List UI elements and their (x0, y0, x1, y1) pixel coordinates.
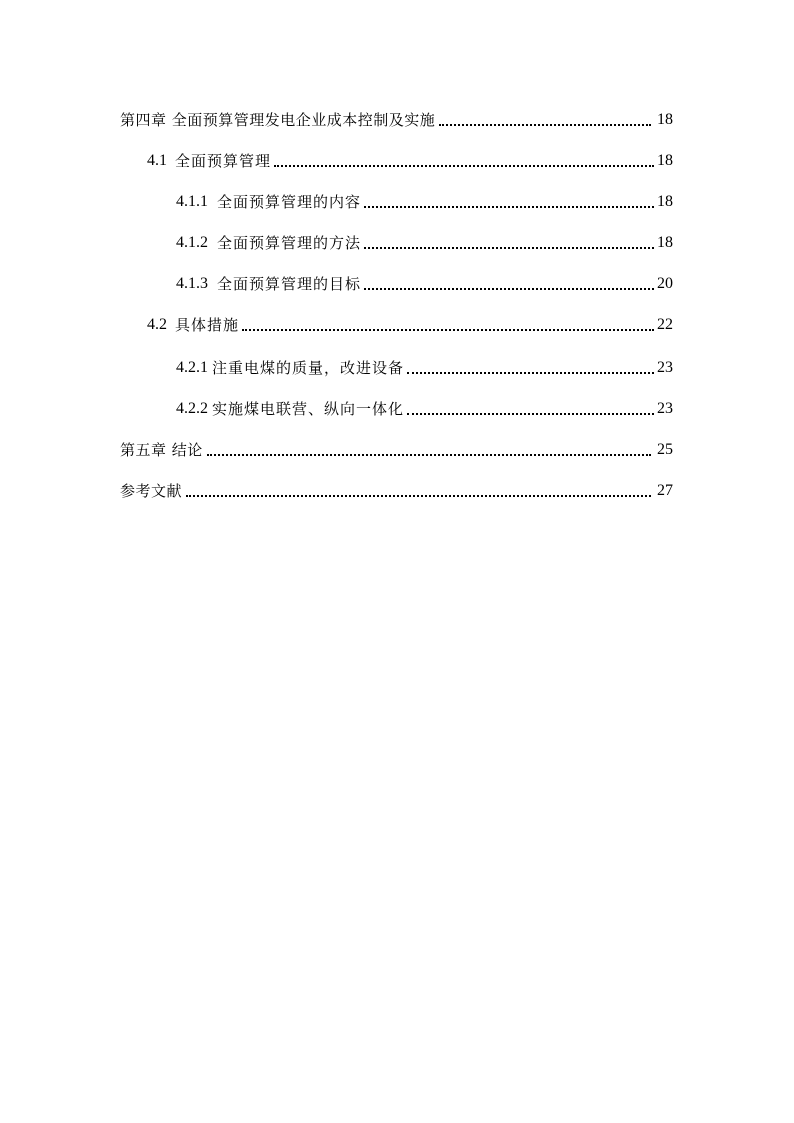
toc-entry-number: 4.2.1 (176, 359, 208, 376)
toc-entry-title: 全面预算管理的方法 (217, 234, 362, 252)
toc-entry-chapter-4[interactable] (120, 106, 673, 130)
toc-entry-4-2[interactable] (147, 311, 673, 335)
toc-entry-page: 25 (657, 441, 673, 458)
toc-entry-4-1-1[interactable] (176, 188, 673, 212)
toc-entry-title: 实施煤电联营、纵向一体化 (212, 400, 405, 418)
toc-entry-page: 20 (657, 275, 673, 292)
toc-entry-page: 23 (657, 400, 673, 417)
toc-entry-title: 第四章 全面预算管理发电企业成本控制及实施 (120, 111, 436, 129)
toc-entry-number: 4.1 (147, 152, 167, 169)
toc-entry-title: 全面预算管理的目标 (217, 275, 362, 293)
toc-entry-4-2-2[interactable] (176, 395, 673, 419)
toc-entry-title: 具体措施 (175, 316, 240, 334)
toc-dot-leader (274, 165, 654, 167)
toc-dot-leader (186, 495, 651, 497)
toc-entry-title: 第五章 结论 (120, 441, 203, 459)
toc-entry-references[interactable] (120, 477, 673, 501)
toc-entry-page: 27 (657, 482, 673, 499)
toc-entry-number: 4.2.2 (176, 400, 208, 417)
toc-dot-leader (407, 372, 654, 374)
toc-entry-page: 22 (657, 316, 673, 333)
toc-entry-4-2-1[interactable] (176, 354, 673, 378)
toc-entry-title: 参考文献 (120, 482, 183, 500)
toc-dot-leader (439, 124, 651, 126)
toc-entry-page: 18 (657, 152, 673, 169)
toc-entry-title: 全面预算管理 (175, 152, 272, 170)
toc-entry-4-1[interactable] (147, 147, 673, 171)
toc-dot-leader (242, 329, 654, 331)
toc-dot-leader (364, 206, 654, 208)
toc-entry-number: 4.1.3 (176, 275, 208, 292)
toc-dot-leader (407, 413, 654, 415)
toc-entry-title: 全面预算管理的内容 (217, 193, 362, 211)
toc-dot-leader (207, 454, 651, 456)
toc-entry-page: 23 (657, 359, 673, 376)
toc-entry-4-1-2[interactable] (176, 229, 673, 253)
toc-entry-page: 18 (657, 193, 673, 210)
toc-entry-title: 注重电煤的质量，改进设备 (212, 359, 405, 377)
toc-entry-number: 4.2 (147, 316, 167, 333)
toc-entry-chapter-5[interactable] (120, 436, 673, 460)
toc-entry-page: 18 (657, 111, 673, 128)
toc-dot-leader (364, 247, 654, 249)
toc-entry-4-1-3[interactable] (176, 270, 673, 294)
toc-entry-number: 4.1.1 (176, 193, 208, 210)
toc-entry-number: 4.1.2 (176, 234, 208, 251)
toc-entry-page: 18 (657, 234, 673, 251)
toc-dot-leader (364, 288, 654, 290)
